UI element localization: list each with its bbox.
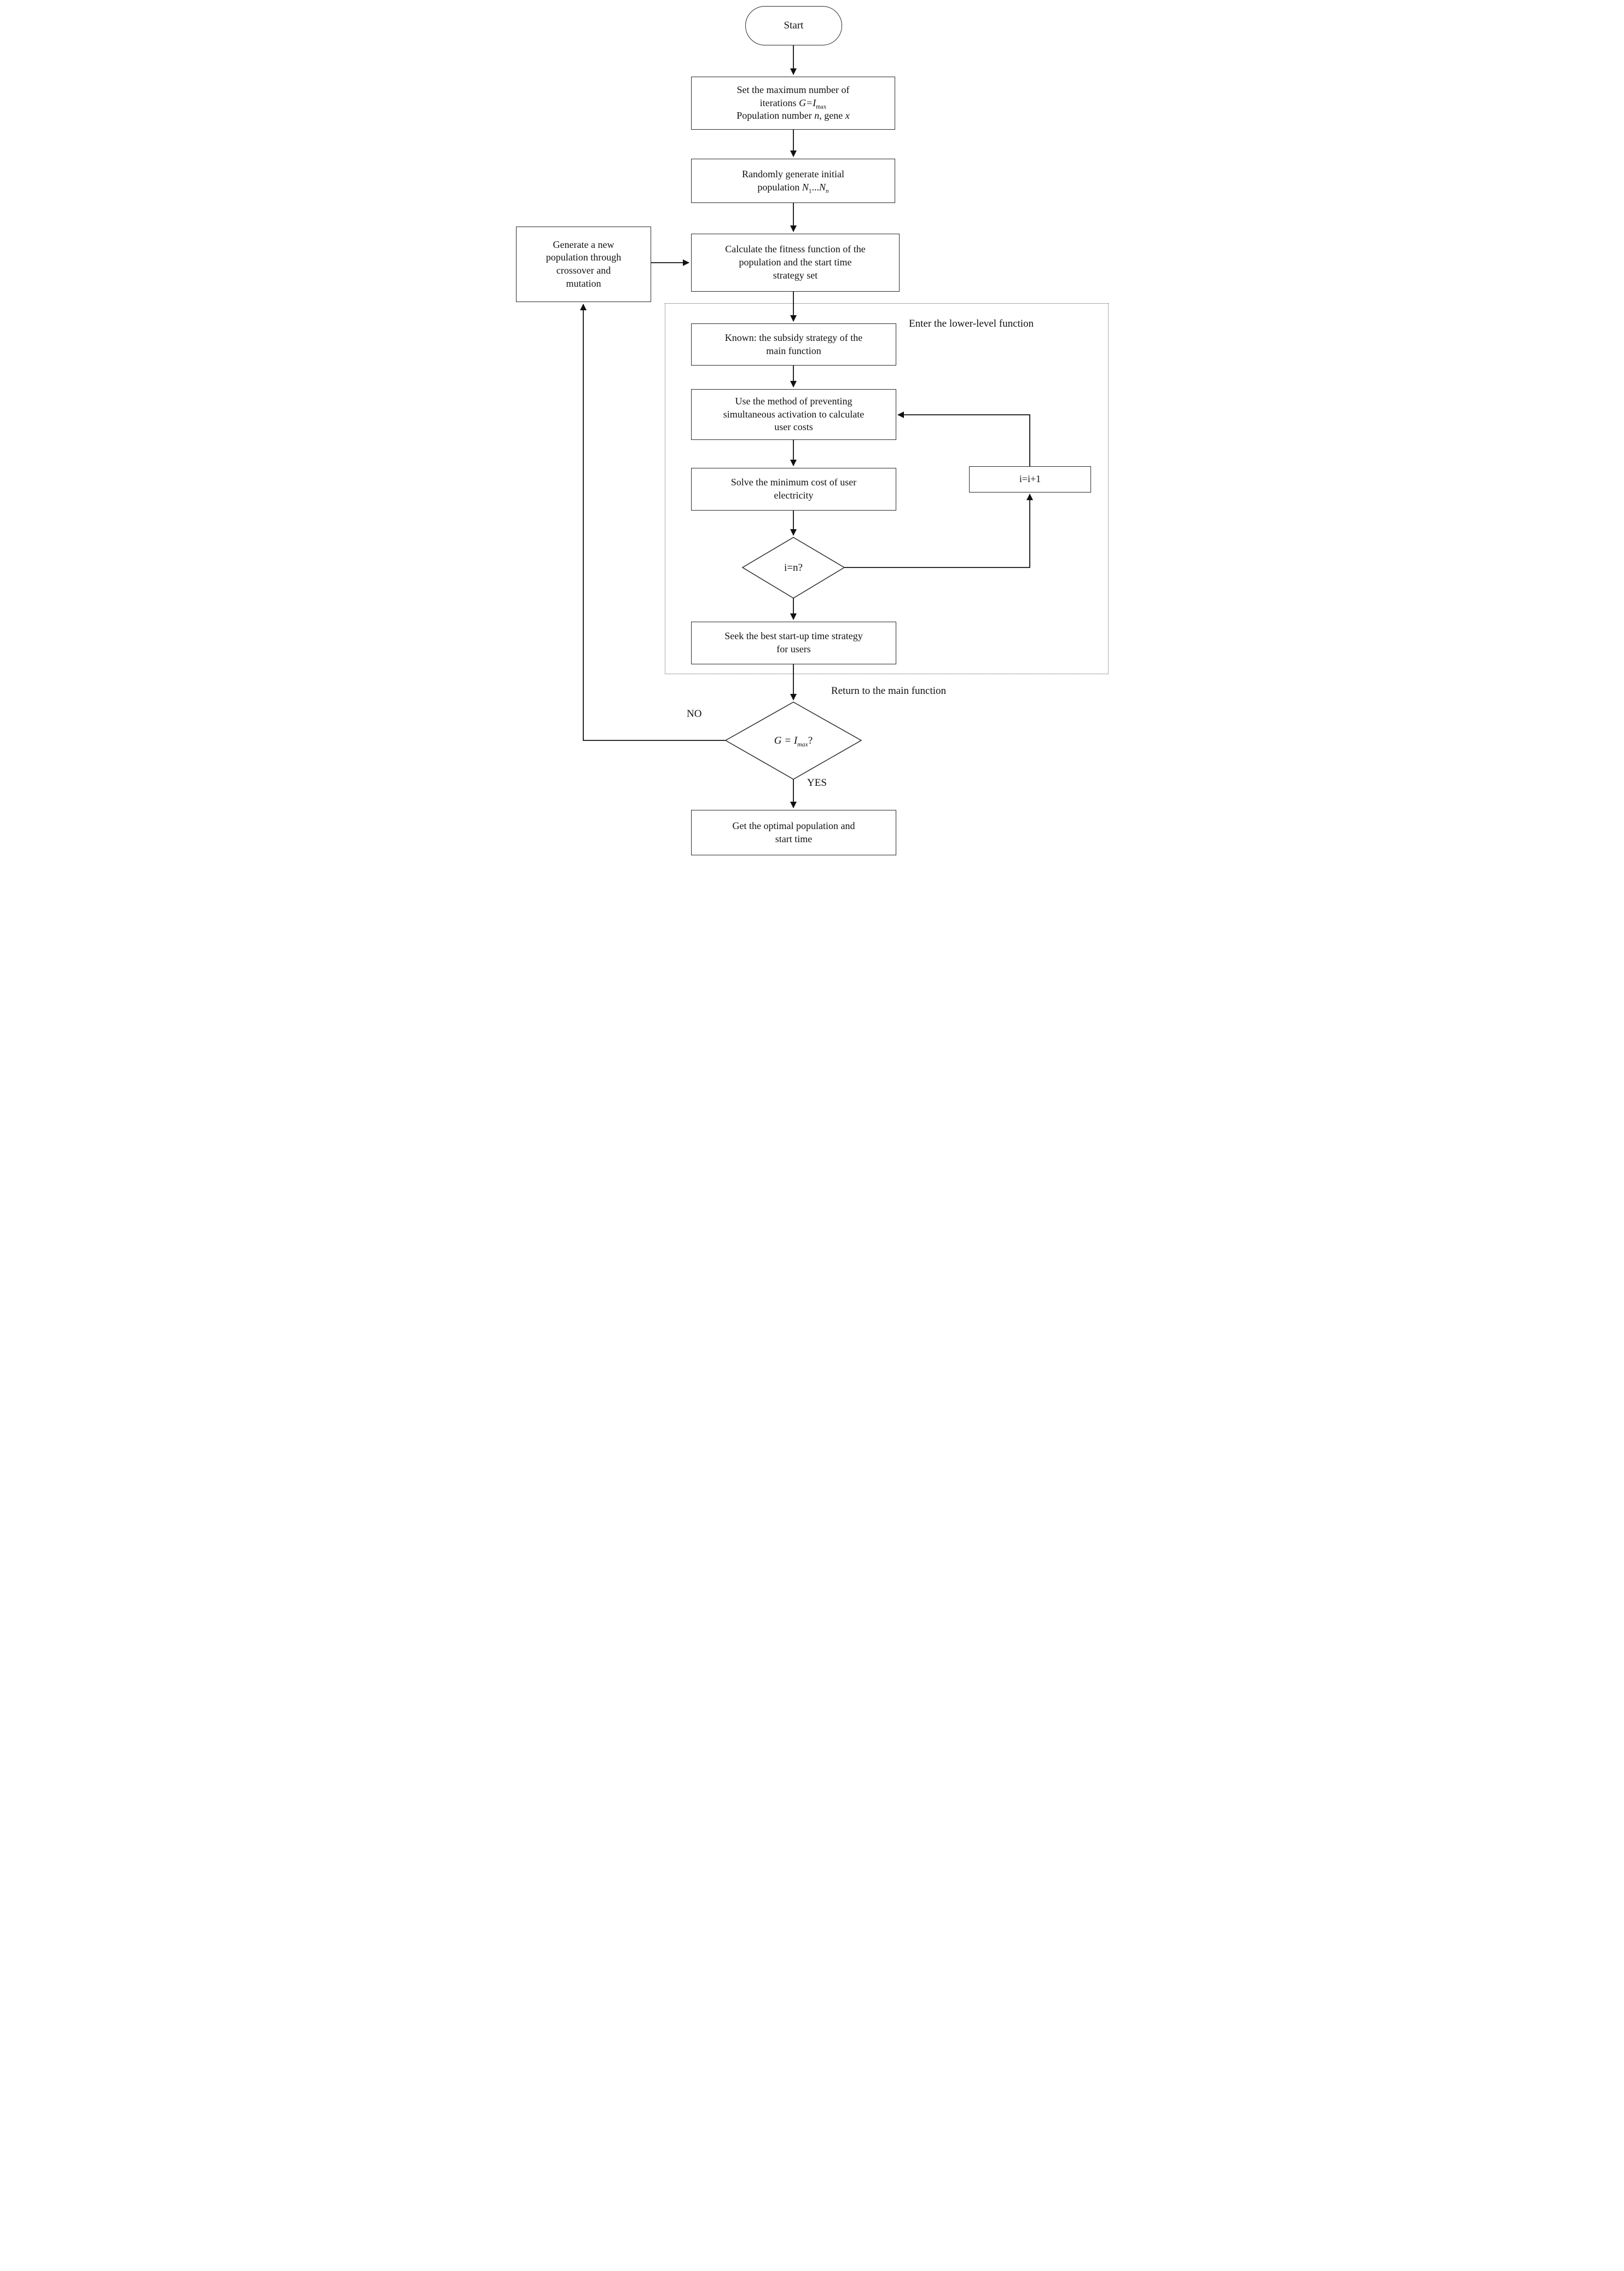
node-line: iterations $G=I_{max}$ [759, 97, 827, 111]
node-known-subsidy [691, 323, 896, 366]
node-line: crossover and [556, 265, 611, 276]
branch-no-label: NO [687, 708, 702, 720]
node-line: population and the start time [739, 257, 852, 268]
arrow-increment-to-prevent [898, 415, 1030, 466]
node-line: user costs [774, 421, 813, 433]
node-line: population through [546, 252, 622, 263]
node-line: simultaneous activation to calculate [723, 408, 865, 420]
node-line: Generate a new [553, 239, 614, 250]
node-line: Use the method of preventing [735, 395, 852, 407]
node-new-population [516, 227, 651, 302]
decision-i-n-label: i=n? [784, 561, 803, 573]
node-set-parameters [691, 77, 895, 130]
node-seek-strategy [691, 622, 896, 664]
node-fitness [691, 234, 900, 292]
start-label: Start [784, 20, 804, 32]
node-line: start time [775, 833, 813, 844]
node-increment [969, 466, 1091, 493]
node-line: main function [766, 345, 821, 356]
node-line: mutation [566, 277, 601, 289]
node-solve-min-cost [691, 468, 896, 511]
node-line: i=i+1 [1019, 473, 1041, 485]
decision-g-imax-label: $G = I_{max}$? [774, 734, 813, 748]
flowchart-canvas [503, 0, 1121, 865]
node-line: Population number n, gene x [736, 110, 850, 121]
node-line: for users [776, 644, 811, 654]
node-line: Randomly generate initial [742, 168, 844, 179]
node-prevent-activation [691, 389, 896, 440]
node-line: Solve the minimum cost of user [730, 477, 857, 488]
node-line: Seek the best start-up time strategy [724, 630, 863, 642]
arrow-gcheck-no-to-newpop [583, 304, 726, 740]
node-line: Set the maximum number of [736, 84, 850, 95]
node-optimal-result [691, 810, 896, 855]
lower-level-region-label: Enter the lower-level function [909, 318, 1034, 329]
node-line: population $N_1...N_n$ [757, 181, 829, 195]
return-to-main-label: Return to the main function [831, 685, 947, 697]
node-random-population [691, 159, 895, 203]
node-line: strategy set [773, 269, 818, 281]
start-node [745, 6, 842, 45]
node-line: Calculate the fitness function of the [725, 244, 866, 255]
node-line: Get the optimal population and [732, 820, 855, 831]
node-line: electricity [774, 490, 814, 501]
branch-yes-label: YES [807, 777, 827, 789]
node-line: Known: the subsidy strategy of the [724, 332, 863, 343]
